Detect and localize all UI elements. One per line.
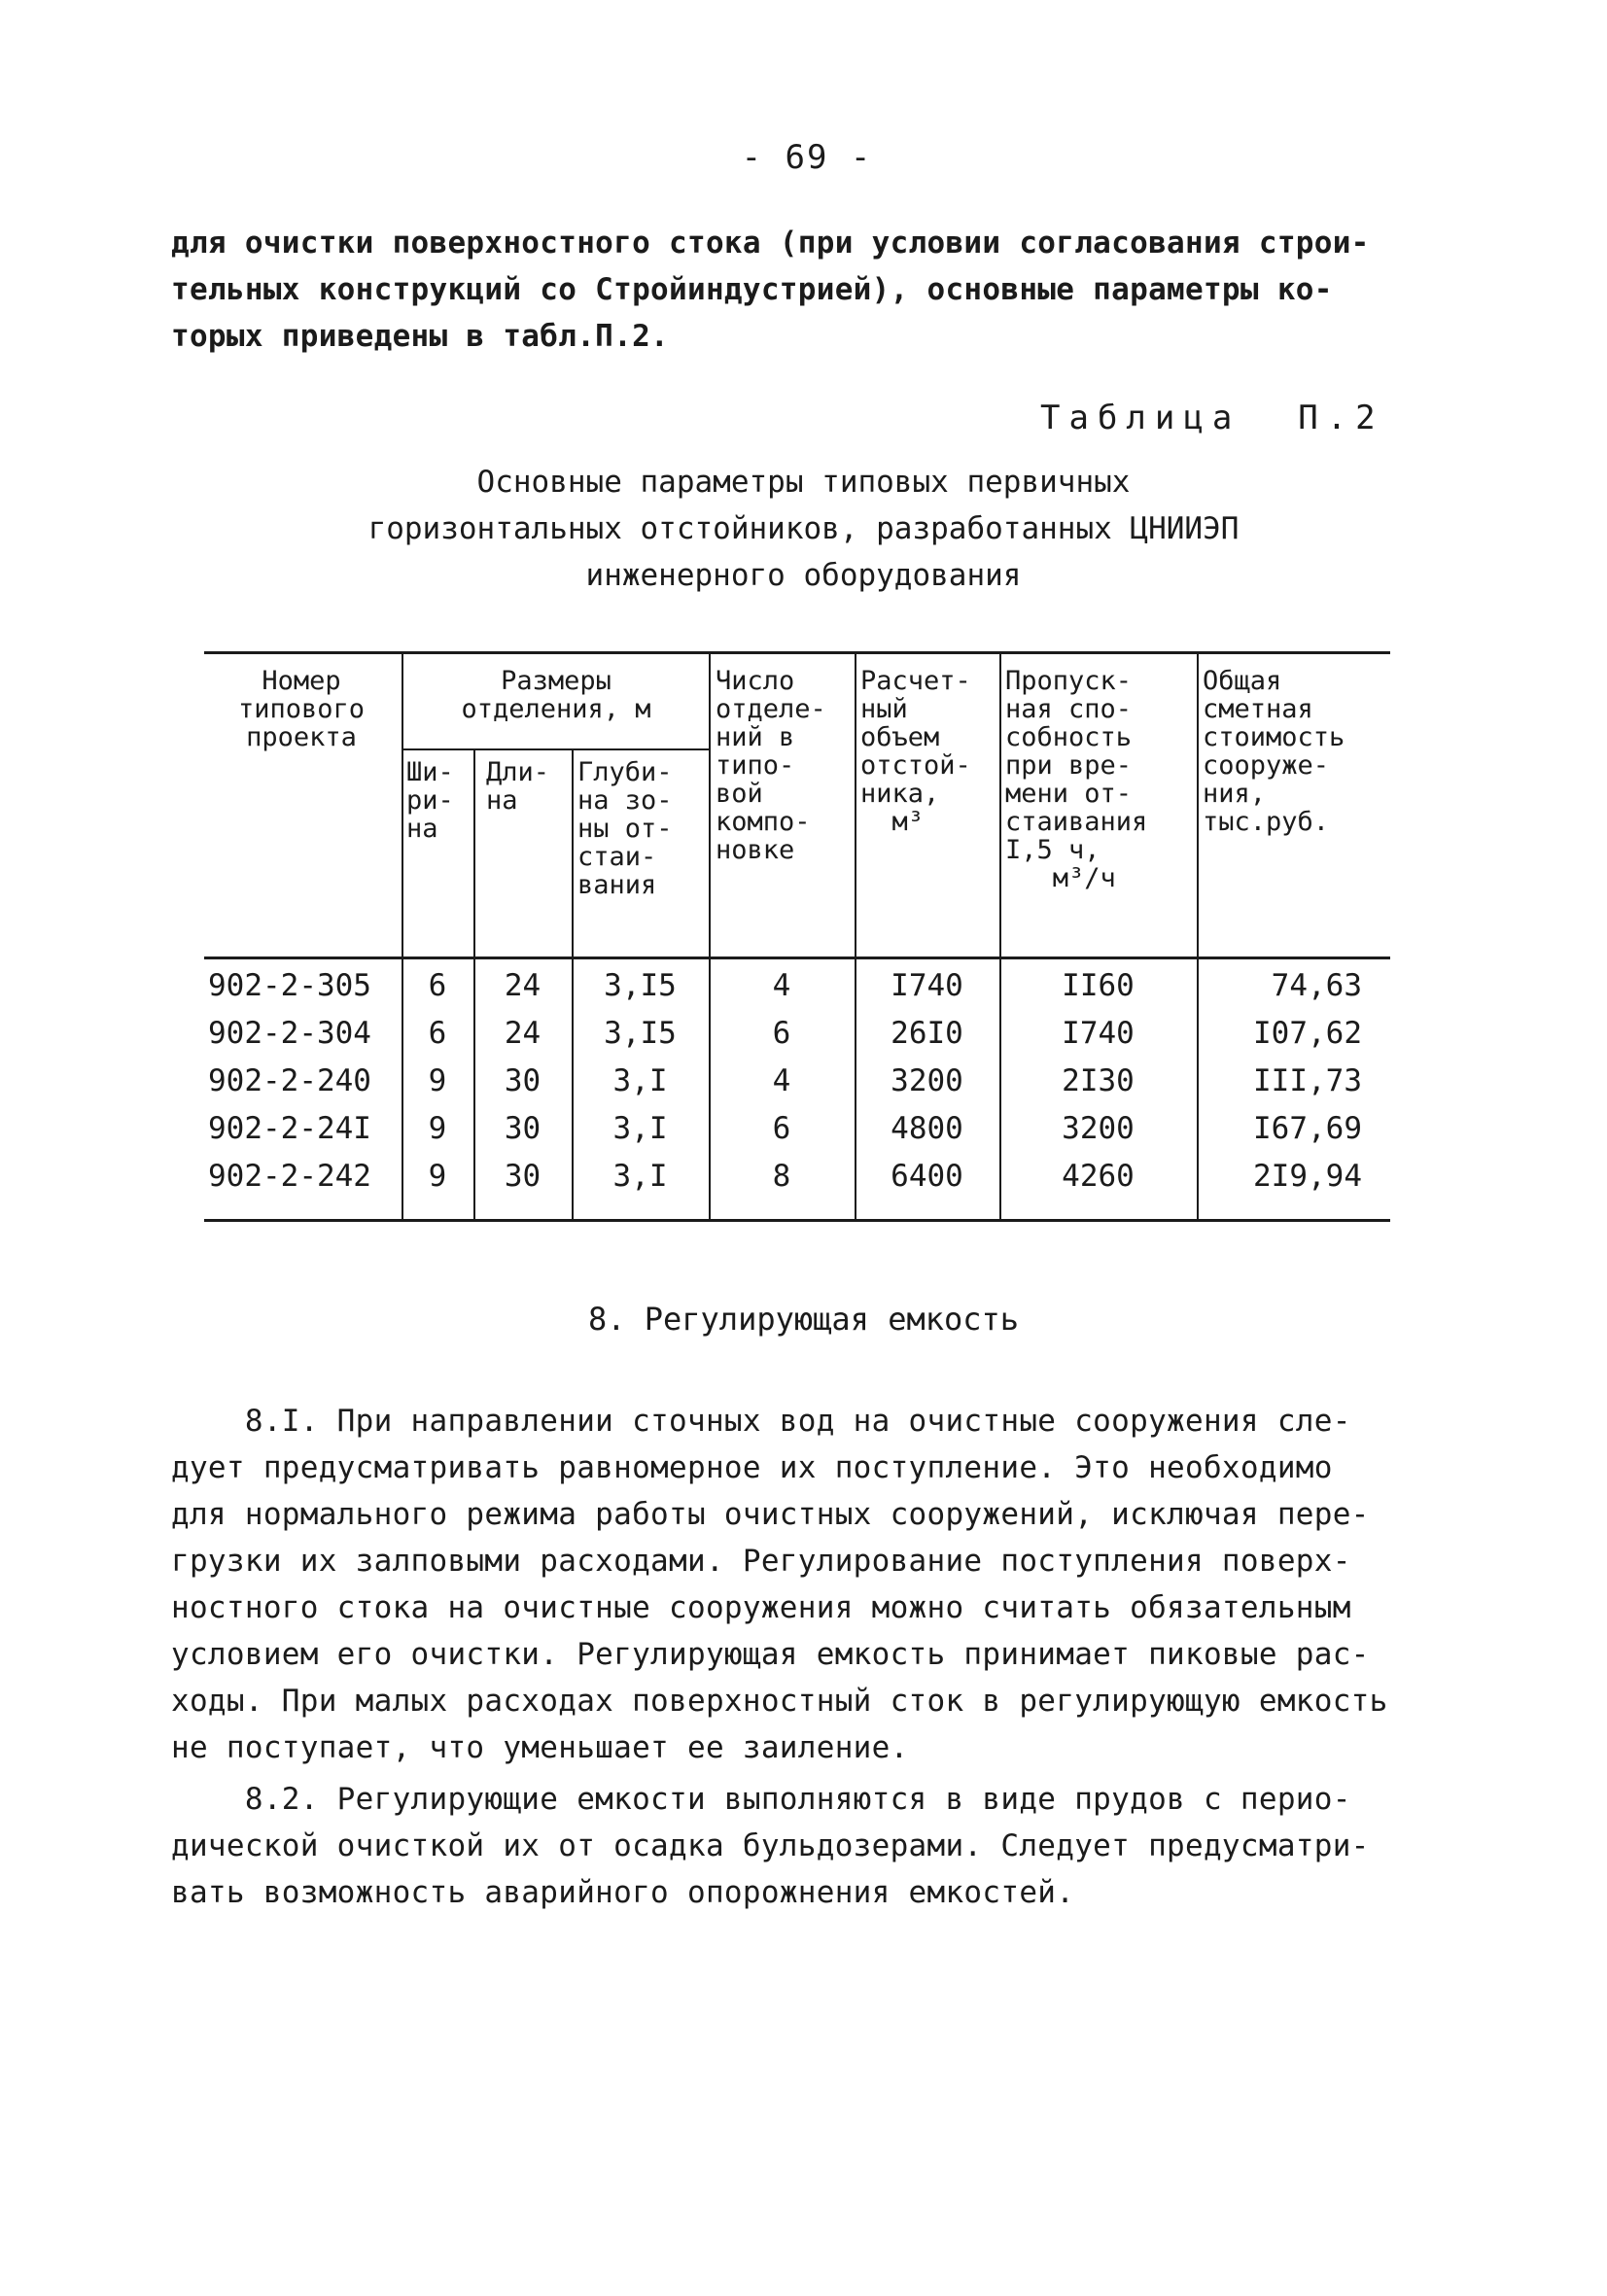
header-depth: Глуби- на зо- ны от- стаи- вания	[577, 757, 673, 900]
cell-project: 902-2-242	[208, 1159, 371, 1194]
intro-line: для очистки поверхностного стока (при условии согласования строи-	[171, 226, 1370, 261]
cell-depth: 3,I5	[604, 968, 677, 1003]
paragraph-8-1	[171, 1398, 1435, 1771]
cell-width: 9	[428, 1159, 447, 1194]
page-number: - 69 -	[741, 138, 873, 177]
cell-cost: 74,63	[1271, 968, 1362, 1003]
cell-length: 30	[504, 1063, 541, 1098]
cell-capacity: II60	[1062, 968, 1135, 1003]
header-cost: Общая сметная стоимость сооруже- ния, тыс.руб.	[1203, 666, 1345, 837]
table-top-rule	[204, 651, 1390, 654]
cell-volume: I740	[891, 968, 963, 1003]
table-row	[204, 1058, 1390, 1105]
table-label: Таблица П.2	[1040, 399, 1384, 437]
cell-count: 6	[772, 1016, 791, 1051]
table-row	[204, 1010, 1390, 1058]
cell-volume: 3200	[891, 1063, 963, 1098]
cell-cost: 2I9,94	[1253, 1159, 1362, 1194]
paragraph-line: дической очисткой их от осадка бульдозерами. Следует предусматри-	[171, 1828, 1370, 1863]
header-length: Дли- на	[486, 757, 550, 816]
cell-depth: 3,I	[612, 1063, 668, 1098]
cell-cost: III,73	[1253, 1063, 1362, 1098]
header-project: Номер типового проекта	[237, 666, 366, 752]
header-capacity: Пропуск- ная спо- собность при вре- мени от- стаивания I,5 ч, м³/ч	[1005, 666, 1148, 893]
table-row	[204, 962, 1390, 1010]
paragraph-line: 8.I. При направлении сточных вод на очистные сооружения сле-	[171, 1404, 1351, 1439]
header-dimensions: Размеры отделения, м	[461, 666, 651, 724]
cell-width: 9	[428, 1063, 447, 1098]
cell-volume: 6400	[891, 1159, 963, 1194]
table-row	[204, 1153, 1390, 1200]
intro-paragraph	[171, 220, 1435, 360]
cell-volume: 4800	[891, 1111, 963, 1146]
cell-count: 6	[772, 1111, 791, 1146]
cell-project: 902-2-24I	[208, 1111, 371, 1146]
cell-count: 4	[772, 968, 791, 1003]
cell-length: 30	[504, 1159, 541, 1194]
table-title	[0, 459, 1607, 599]
paragraph-line: грузки их залповыми расходами. Регулирование поступления поверх-	[171, 1544, 1351, 1579]
section-heading: 8. Регулирующая емкость	[587, 1301, 1020, 1338]
cell-project: 902-2-304	[208, 1016, 371, 1051]
paragraph-8-2	[171, 1776, 1435, 1916]
cell-capacity: 4260	[1062, 1159, 1135, 1194]
paragraph-line: ходы. При малых расходах поверхностный сток в регулирующую емкость	[171, 1684, 1388, 1719]
cell-length: 24	[504, 1016, 541, 1051]
cell-depth: 3,I5	[604, 1016, 677, 1051]
cell-count: 8	[772, 1159, 791, 1194]
table-row	[204, 1105, 1390, 1153]
table-title-line: инженерного оборудования	[585, 558, 1022, 593]
paragraph-line: не поступает, что уменьшает ее заиление.	[171, 1730, 909, 1765]
paragraph-line: условием его очистки. Регулирующая емкость принимает пиковые рас-	[171, 1637, 1370, 1672]
parameters-table	[204, 651, 1390, 1235]
cell-cost: I67,69	[1253, 1111, 1362, 1146]
table-bottom-rule	[204, 1219, 1390, 1222]
table-header-rule	[204, 957, 1390, 959]
table-title-line: горизонтальных отстойников, разработанных ЦНИИЭП	[367, 511, 1240, 546]
paragraph-line: дует предусматривать равномерное их поступление. Это необходимо	[171, 1450, 1333, 1485]
cell-capacity: 2I30	[1062, 1063, 1135, 1098]
cell-width: 6	[428, 1016, 447, 1051]
cell-depth: 3,I	[612, 1159, 668, 1194]
cell-length: 30	[504, 1111, 541, 1146]
intro-line: торых приведены в табл.П.2.	[171, 319, 670, 354]
cell-project: 902-2-305	[208, 968, 371, 1003]
cell-width: 6	[428, 968, 447, 1003]
cell-length: 24	[504, 968, 541, 1003]
cell-capacity: I740	[1062, 1016, 1135, 1051]
dimensions-subheader-rule	[402, 748, 709, 750]
cell-count: 4	[772, 1063, 791, 1098]
header-width: Ши- ри- на	[406, 757, 454, 844]
paragraph-line: для нормального режима работы очистных сооружений, исключая пере-	[171, 1497, 1370, 1532]
cell-cost: I07,62	[1253, 1016, 1362, 1051]
intro-line: тельных конструкций со Стройиндустрией), основные параметры ко-	[171, 272, 1333, 307]
table-title-line: Основные параметры типовых первичных	[476, 465, 1131, 500]
header-volume: Расчет- ный объем отстой- ника, м³	[860, 666, 971, 837]
cell-project: 902-2-240	[208, 1063, 371, 1098]
cell-volume: 26I0	[891, 1016, 963, 1051]
paragraph-line: вать возможность аварийного опорожнения емкостей.	[171, 1875, 1075, 1910]
paragraph-line: ностного стока на очистные сооружения можно считать обязательным	[171, 1590, 1351, 1625]
header-count: Число отделе- ний в типо- вой компо- новке	[716, 666, 826, 865]
cell-depth: 3,I	[612, 1111, 668, 1146]
cell-capacity: 3200	[1062, 1111, 1135, 1146]
cell-width: 9	[428, 1111, 447, 1146]
paragraph-line: 8.2. Регулирующие емкости выполняются в виде прудов с перио-	[171, 1782, 1351, 1817]
